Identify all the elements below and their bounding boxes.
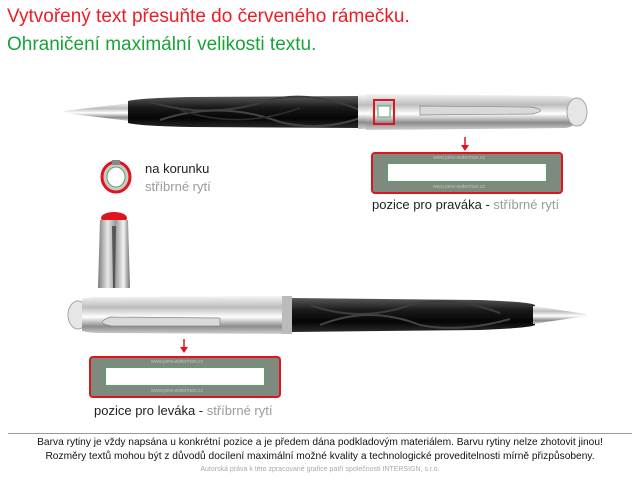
pen-bottom-image [60, 293, 590, 338]
left-hand-label: pozice pro leváka [94, 403, 196, 418]
footer-note-size: Rozměry textů mohou být z důvodů docílení maximální možné kvality a technologické proveditelnosti mírně přizpůsobeny. [45, 451, 595, 462]
left-hand-caption [94, 403, 272, 418]
right-hand-engraving: stříbrné rytí [493, 197, 560, 212]
arrow-down-icon [460, 137, 470, 151]
cap-top-image [92, 208, 136, 288]
instruction-heading: Vytvořený text přesuňte do červeného rámečku. [7, 6, 410, 27]
watermark-text: www.pera-waterman.cz [433, 155, 485, 161]
footer-copyright: Autorská práva k této zpracované grafice patří společnosti INTERSIGN, s.r.o. [200, 466, 440, 473]
pen-top-image [60, 90, 600, 135]
watermark-text: www.pera-waterman.cz [433, 184, 485, 190]
right-hand-label: pozice pro praváka [372, 197, 482, 212]
arrow-down-icon [179, 339, 189, 353]
limit-heading: Ohraničení maximální velikosti textu. [7, 34, 317, 55]
crown-ring-icon [100, 158, 132, 194]
engraving-box-right[interactable] [371, 152, 563, 194]
footer-divider [8, 433, 632, 434]
crown-label: na korunku [145, 161, 210, 176]
left-hand-engraving: stříbrné rytí [206, 403, 273, 418]
text-field-right[interactable] [387, 163, 547, 182]
right-hand-caption [372, 197, 559, 212]
footer-note-color: Barva rytiny je vždy napsána u konkrétní pozice a je předem dána podkladovým materiálem. Barvu rytiny nelze zhotovit jinou! [37, 437, 603, 448]
engraving-box-left[interactable] [89, 356, 281, 398]
left-hand-separator: - [195, 403, 207, 418]
watermark-text: www.pera-waterman.cz [151, 359, 203, 365]
right-hand-separator: - [481, 197, 494, 212]
text-field-left[interactable] [105, 367, 265, 386]
watermark-text: www.pera-waterman.cz [151, 388, 203, 394]
crown-engraving: stříbrné rytí [145, 179, 211, 194]
